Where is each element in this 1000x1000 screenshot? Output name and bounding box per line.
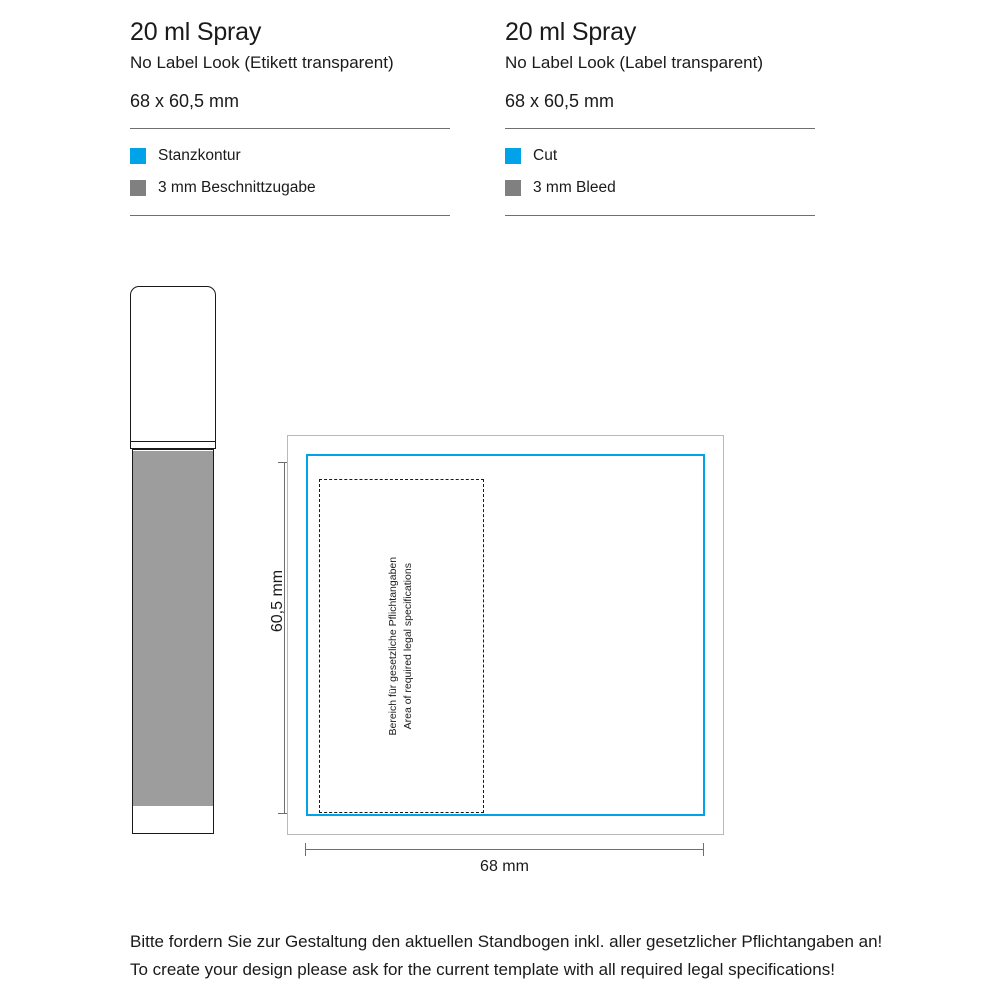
legend-item-bleed-en bbox=[505, 177, 825, 199]
footer-line-en: To create your design please ask for the current template with all required legal specifications! bbox=[130, 960, 835, 980]
spray-bottle-illustration bbox=[130, 286, 218, 834]
legend-label-bleed-de: 3 mm Beschnittzugabe bbox=[158, 179, 316, 197]
legend-item-cut-de bbox=[130, 145, 450, 167]
legal-specifications-text bbox=[319, 479, 484, 813]
bleed-color-swatch-de bbox=[130, 180, 146, 196]
cut-color-swatch-en bbox=[505, 148, 521, 164]
divider-bottom-en bbox=[505, 215, 815, 216]
legend-de bbox=[130, 145, 450, 199]
width-dimension-label: 68 mm bbox=[480, 858, 529, 875]
footer-line-de: Bitte fordern Sie zur Gestaltung den aktuellen Standbogen inkl. aller gesetzlicher Pflichtangaben an! bbox=[130, 932, 883, 951]
width-dimension-cap-right bbox=[703, 843, 704, 856]
bottle-label-area-shape bbox=[133, 451, 213, 806]
dimensions-en: 68 x 60,5 mm bbox=[505, 91, 615, 112]
spec-column-german bbox=[130, 18, 450, 216]
height-dimension-label: 60,5 mm bbox=[269, 569, 286, 633]
legend-item-bleed-de bbox=[130, 177, 450, 199]
legal-text-line-de: Bereich für gesetzliche Pflichtangaben bbox=[387, 556, 400, 736]
legend-label-bleed-en: 3 mm Bleed bbox=[533, 179, 616, 197]
artwork-area bbox=[287, 435, 724, 835]
spec-column-english bbox=[505, 18, 825, 216]
footer-note bbox=[130, 928, 950, 984]
cut-color-swatch-de bbox=[130, 148, 146, 164]
legend-item-cut-en bbox=[505, 145, 825, 167]
dimensions-de: 68 x 60,5 mm bbox=[130, 91, 240, 112]
page-subtitle-en: No Label Look (Label transparent) bbox=[505, 52, 763, 72]
legend-label-cut-en: Cut bbox=[533, 147, 558, 165]
page-title-de: 20 ml Spray bbox=[130, 18, 262, 46]
page-subtitle-de: No Label Look (Etikett transparent) bbox=[130, 52, 394, 72]
divider-bottom-de bbox=[130, 215, 450, 216]
width-dimension-cap-left bbox=[305, 843, 306, 856]
page-title-en: 20 ml Spray bbox=[505, 18, 637, 46]
bottle-cap-shape bbox=[130, 286, 216, 444]
width-dimension-stroke bbox=[305, 849, 704, 850]
bottle-collar-shape bbox=[130, 441, 216, 449]
legend-en bbox=[505, 145, 825, 199]
legal-text-line-en: Area of required legal specifications bbox=[402, 562, 415, 730]
divider-top-de bbox=[130, 128, 450, 129]
bleed-color-swatch-en bbox=[505, 180, 521, 196]
legend-label-cut-de: Stanzkontur bbox=[158, 147, 241, 165]
divider-top-en bbox=[505, 128, 815, 129]
